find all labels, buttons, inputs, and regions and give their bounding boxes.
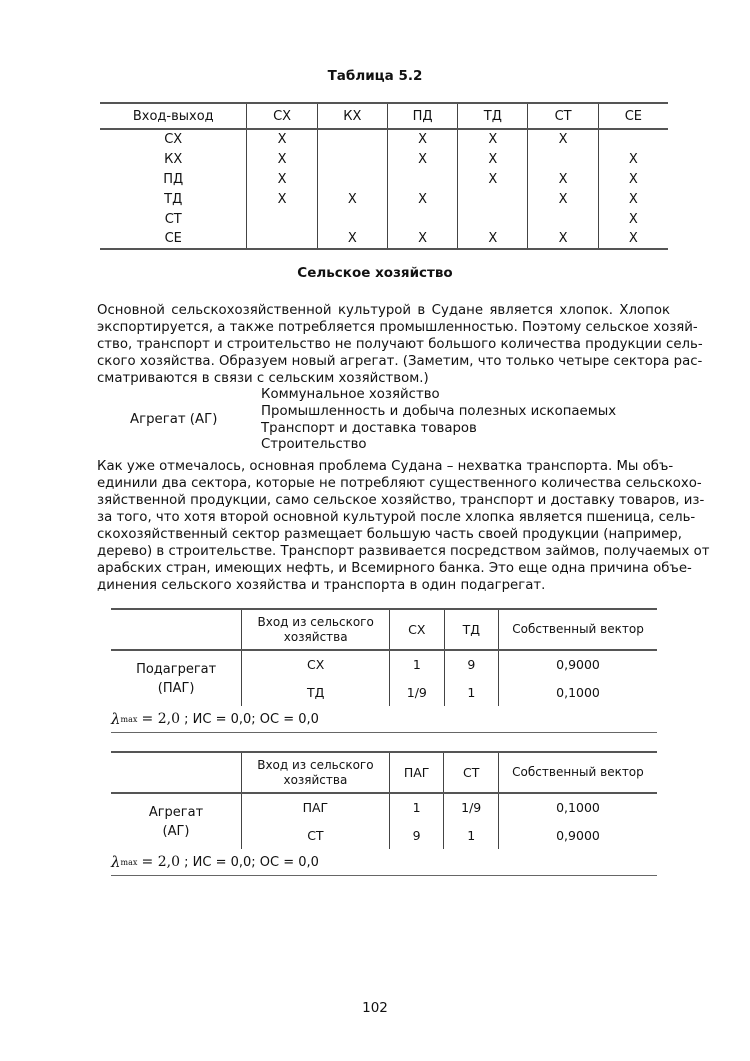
eigen-header: Собственный вектор xyxy=(499,609,657,650)
cell xyxy=(317,149,387,169)
table-row xyxy=(111,650,657,678)
column-header: ПД xyxy=(387,103,457,129)
cell: X xyxy=(387,229,457,249)
cell: X xyxy=(598,169,668,189)
cell xyxy=(528,149,598,169)
cell xyxy=(387,209,457,229)
header-line: хозяйства xyxy=(283,629,348,644)
table-row xyxy=(100,129,668,149)
cell: 9 xyxy=(444,650,498,678)
eigen-value: 0,1000 xyxy=(499,678,657,706)
paragraph-2 xyxy=(97,458,710,594)
eigen-header: Собственный вектор xyxy=(498,752,657,793)
table-row xyxy=(100,169,668,189)
cell: X xyxy=(598,189,668,209)
corner-header xyxy=(111,609,242,650)
column-header: СЕ xyxy=(598,103,668,129)
cell: X xyxy=(247,189,317,209)
column-header: СТ xyxy=(528,103,598,129)
table-header-row xyxy=(100,103,668,129)
header-line: Вход из сельского xyxy=(257,757,374,772)
aggregate-table xyxy=(111,751,657,876)
cell: X xyxy=(317,229,387,249)
group-label xyxy=(111,650,242,706)
cell: 1 xyxy=(444,821,499,849)
cell: 1 xyxy=(389,793,444,821)
row-label: СХ xyxy=(164,132,183,147)
corner-header xyxy=(111,752,241,793)
table-row xyxy=(100,229,668,249)
table-row xyxy=(100,149,668,169)
aggregate-list xyxy=(261,387,616,454)
text-line: Как уже отмечалось, основная проблема Судана – нехватка транспорта. Мы объ- xyxy=(97,459,674,474)
row-label: СТ xyxy=(164,211,182,227)
row-label: СЕ xyxy=(164,231,182,246)
column-header: КХ xyxy=(317,103,387,129)
column-header: ТД xyxy=(444,609,498,650)
subaggregate-table xyxy=(111,608,657,733)
cell: X xyxy=(598,149,668,169)
cell: X xyxy=(458,149,528,169)
group-label-line: (ПАГ) xyxy=(157,680,195,696)
cell: X xyxy=(458,169,528,189)
text-line: скохозяйственный сектор размещает большую часть своей продукции (например, xyxy=(97,527,682,542)
eigen-value: 0,9000 xyxy=(499,650,657,678)
cell xyxy=(317,169,387,189)
cell: X xyxy=(387,149,457,169)
text-line: Основной сельскохозяйственной культурой в Судане является хлопок. Хлопок xyxy=(97,303,670,318)
cell: 1/9 xyxy=(444,793,499,821)
aggregate-item: Промышленность и добыча полезных ископаемых xyxy=(261,403,617,419)
lambda-subscript: max xyxy=(120,857,138,867)
lambda-symbol: λ xyxy=(111,710,121,728)
lambda-value: = 2,0 xyxy=(141,711,180,727)
table-row xyxy=(111,793,657,821)
cell: 1/9 xyxy=(390,678,445,706)
group-label xyxy=(111,793,241,849)
group-label-line: Агрегат xyxy=(148,804,204,820)
cell xyxy=(247,209,317,229)
cell xyxy=(528,209,598,229)
group-label-line: (АГ) xyxy=(162,823,190,839)
input-header xyxy=(242,609,390,650)
consistency-stats: ; ИС = 0,0; ОС = 0,0 xyxy=(184,854,319,870)
cell xyxy=(598,129,668,149)
row-label: ТД xyxy=(164,191,183,207)
cell xyxy=(387,169,457,189)
corner-header: Вход-выход xyxy=(132,108,214,124)
cell: 1 xyxy=(444,678,498,706)
column-header: СХ xyxy=(247,103,317,129)
cell: X xyxy=(317,189,387,209)
cell: X xyxy=(387,129,457,149)
aggregate-item: Строительство xyxy=(261,437,367,453)
cell: X xyxy=(598,229,668,249)
text-line: зяйственной продукции, само сельское хозяйство, транспорт и доставку товаров, из- xyxy=(97,493,705,508)
input-output-table xyxy=(100,102,668,250)
lambda-symbol: λ xyxy=(111,853,121,871)
row-label: СТ xyxy=(241,821,389,849)
aggregate-item: Коммунальное хозяйство xyxy=(261,387,440,402)
cell: X xyxy=(458,229,528,249)
cell: X xyxy=(528,169,598,189)
table-row xyxy=(100,209,668,229)
page-number: 102 xyxy=(362,1000,388,1016)
paragraph-1 xyxy=(97,302,703,387)
cell xyxy=(458,189,528,209)
row-label: ПД xyxy=(163,171,184,187)
cell: X xyxy=(598,209,668,229)
cell: 1 xyxy=(390,650,445,678)
cell: X xyxy=(247,129,317,149)
input-header xyxy=(241,752,389,793)
text-line: арабских стран, имеющих нефть, и Всемирного банка. Это еще одна причина объе- xyxy=(97,561,692,576)
row-label: ПАГ xyxy=(241,793,389,821)
cell xyxy=(247,229,317,249)
cell: X xyxy=(528,129,598,149)
consistency-line xyxy=(111,706,657,733)
eigen-value: 0,9000 xyxy=(498,821,657,849)
section-title: Сельское хозяйство xyxy=(297,265,453,281)
group-label-line: Подагрегат xyxy=(136,661,217,677)
column-header: ПАГ xyxy=(389,752,444,793)
cell xyxy=(458,209,528,229)
table-header-row xyxy=(111,752,657,793)
table-caption: Таблица 5.2 xyxy=(327,68,423,84)
cell xyxy=(317,129,387,149)
text-line: ского хозяйства. Образуем новый агрегат. (Заметим, что только четыре сектора рас- xyxy=(97,354,703,369)
text-line: единили два сектора, которые не потребляют существенного количества сельскохо- xyxy=(97,476,702,491)
eigen-value: 0,1000 xyxy=(498,793,657,821)
cell xyxy=(317,209,387,229)
lambda-subscript: max xyxy=(120,714,138,724)
table-header-row xyxy=(111,609,657,650)
cell: 9 xyxy=(389,821,444,849)
text-line: за того, что хотя второй основной культурой после хлопка является пшеница, сель- xyxy=(97,510,696,525)
text-line: сматриваются в связи с сельским хозяйством.) xyxy=(97,371,429,386)
header-line: хозяйства xyxy=(283,772,348,787)
table-row xyxy=(100,189,668,209)
aggregate-item: Транспорт и доставка товаров xyxy=(261,420,477,436)
cell: X xyxy=(387,189,457,209)
header-line: Вход из сельского xyxy=(257,614,374,629)
cell: X xyxy=(528,229,598,249)
column-header: СТ xyxy=(444,752,499,793)
text-line: дерево) в строительстве. Транспорт развивается посредством займов, получаемых от xyxy=(97,544,710,559)
consistency-line xyxy=(111,849,657,876)
text-line: экспортируется, а также потребляется промышленностью. Поэтому сельское хозяй- xyxy=(97,320,698,335)
text-line: ство, транспорт и строительство не получают большого количества продукции сель- xyxy=(97,337,703,352)
consistency-stats: ; ИС = 0,0; ОС = 0,0 xyxy=(184,711,319,727)
cell: X xyxy=(247,149,317,169)
cell: X xyxy=(247,169,317,189)
row-label: КХ xyxy=(164,151,183,167)
cell: X xyxy=(528,189,598,209)
column-header: СХ xyxy=(390,609,445,650)
aggregate-label: Агрегат (АГ) xyxy=(130,412,218,427)
text-line: динения сельского хозяйства и транспорта в один подагрегат. xyxy=(97,578,546,593)
cell: X xyxy=(458,129,528,149)
row-label: ТД xyxy=(242,678,390,706)
row-label: СХ xyxy=(242,650,390,678)
lambda-value: = 2,0 xyxy=(141,854,180,870)
column-header: ТД xyxy=(458,103,528,129)
